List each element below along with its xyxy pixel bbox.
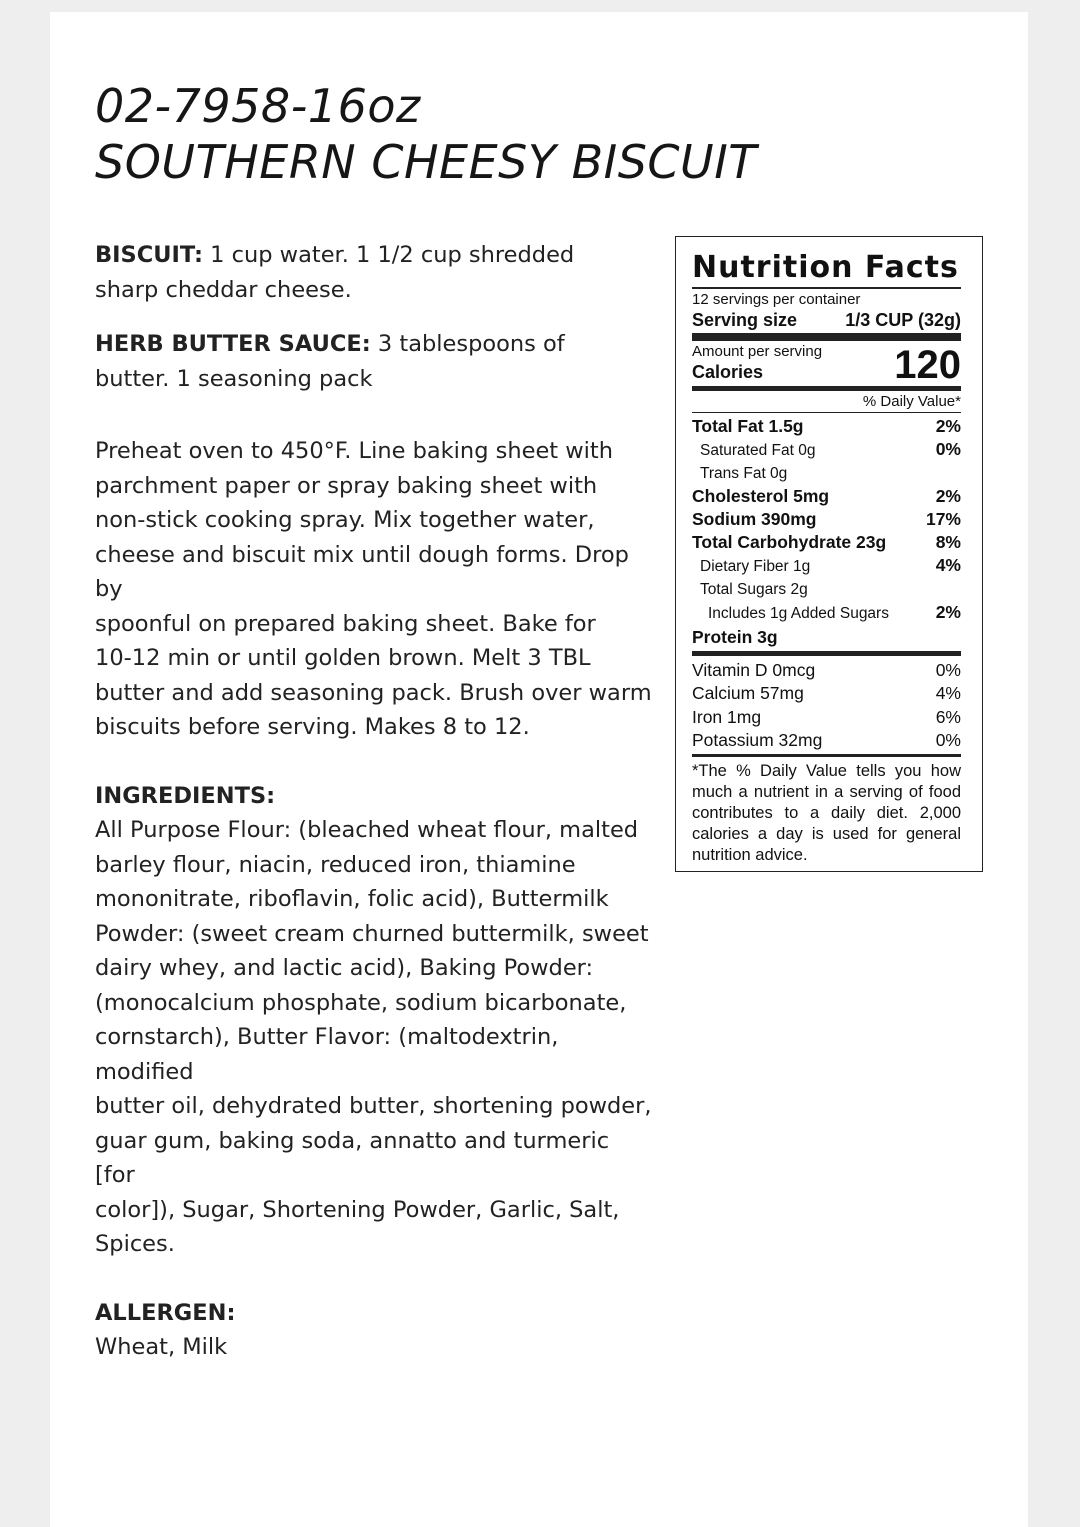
nutrient-row: Total Sugars 2g: [700, 580, 808, 598]
product-code: 02-7958-16oz: [95, 79, 421, 133]
directions-line: cheese and biscuit mix until dough forms. Drop by: [95, 541, 629, 602]
directions: [95, 434, 655, 745]
nutrient-row: Trans Fat 0g: [700, 464, 788, 482]
biscuit-label: BISCUIT:: [95, 242, 203, 268]
allergen-text: Wheat, Milk: [95, 1334, 228, 1360]
ingredients-heading: INGREDIENTS:: [95, 782, 276, 809]
calories-block: [692, 343, 961, 391]
nutrient-row: Sodium 390mg 17%: [692, 509, 961, 529]
nutrient-row: Total Fat 1.5g 2%: [692, 416, 961, 436]
ingredients-line: dairy whey, and lactic acid), Baking Powder:: [95, 955, 594, 981]
directions-line: butter and add seasoning pack. Brush over warm: [95, 679, 652, 706]
ingredients-line: (monocalcium phosphate, sodium bicarbonate,: [95, 989, 627, 1016]
directions-line: Preheat oven to 450°F. Line baking sheet with: [95, 438, 614, 464]
ingredients-line: All Purpose Flour: (bleached wheat flour, malted: [95, 817, 639, 843]
ingredients-line: butter oil, dehydrated butter, shortening powder,: [95, 1093, 652, 1119]
ingredients-text: [95, 813, 655, 1262]
directions-line: 10-12 min or until golden brown. Melt 3 TBL: [95, 645, 591, 671]
nutrition-footnote: *The % Daily Value tells you how much a nutrient in a serving of food contributes to a daily diet. 2,000 calories a day is used for general nutrition advice.: [692, 761, 961, 864]
vitamin-row: Calcium 57mg 4%: [692, 683, 961, 704]
recipe-column: [95, 238, 655, 1365]
ingredients-line: cornstarch), Butter Flavor: (maltodextrin, modified: [95, 1024, 559, 1085]
ingredients-line: barley flour, niacin, reduced iron, thiamine: [95, 851, 576, 878]
product-name: SOUTHERN CHEESY BISCUIT: [95, 135, 757, 189]
page-title: [95, 78, 757, 190]
ingredients-line: guar gum, baking soda, annatto and turmeric [for: [95, 1127, 610, 1188]
directions-line: parchment paper or spray baking sheet with: [95, 472, 598, 499]
nutrition-facts-panel: [675, 236, 983, 872]
nutrition-title: Nutrition Facts: [692, 251, 961, 289]
ingredients-line: mononitrate, riboflavin, folic acid), Buttermilk: [95, 886, 609, 912]
vitamin-row: Iron 1mg 6%: [692, 706, 961, 727]
calories-value: 120: [894, 343, 961, 387]
directions-line: biscuits before serving. Makes 8 to 12.: [95, 714, 530, 740]
daily-value-header: % Daily Value*: [692, 391, 961, 413]
nutrient-row: Saturated Fat 0g 0%: [700, 439, 961, 459]
directions-line: non-stick cooking spray. Mix together water,: [95, 507, 595, 533]
nutrients-list: [692, 413, 961, 656]
nutrient-row: Includes 1g Added Sugars 2%: [708, 602, 961, 622]
vitamin-row: Vitamin D 0mcg 0%: [692, 659, 961, 680]
servings-per-container: 12 servings per container: [692, 291, 861, 308]
sauce-line-2: butter. 1 seasoning pack: [95, 365, 373, 392]
biscuit-line-1: BISCUIT: 1 cup water. 1 1/2 cup shredded: [95, 242, 575, 268]
allergen-heading: ALLERGEN:: [95, 1299, 236, 1326]
document-page: [50, 12, 1028, 1527]
sauce-label: HERB BUTTER SAUCE:: [95, 331, 371, 357]
ingredients-line: color]), Sugar, Shortening Powder, Garlic, Salt,: [95, 1196, 620, 1223]
sauce-line-1: HERB BUTTER SAUCE: 3 tablespoons of: [95, 331, 565, 357]
ingredients-line: Powder: (sweet cream churned buttermilk, sweet: [95, 920, 649, 947]
nutrient-row: Protein 3g: [692, 626, 778, 647]
vitamin-row: Potassium 32mg 0%: [692, 730, 961, 751]
nutrient-row: Dietary Fiber 1g 4%: [700, 555, 961, 575]
serving-size-row: Serving size 1/3 CUP (32g): [692, 309, 961, 341]
amount-per-serving: Amount per serving: [692, 343, 823, 360]
biscuit-line-2: sharp cheddar cheese.: [95, 276, 352, 303]
ingredients-line: Spices.: [95, 1231, 175, 1257]
directions-line: spoonful on prepared baking sheet. Bake for: [95, 610, 596, 637]
nutrient-row: Cholesterol 5mg 2%: [692, 486, 961, 506]
nutrient-row: Total Carbohydrate 23g 8%: [692, 532, 961, 552]
calories-label: Calories: [692, 362, 764, 382]
vitamins-list: [692, 656, 961, 757]
